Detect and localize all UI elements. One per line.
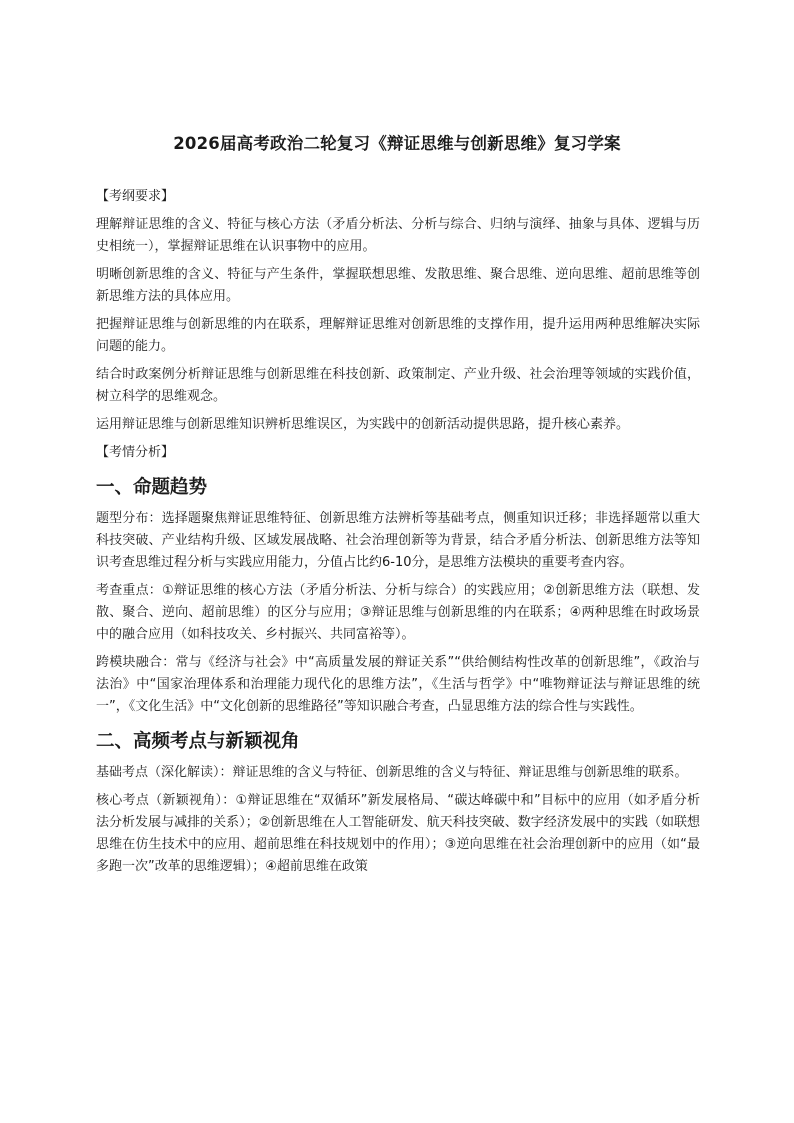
heading-focus: 二、高频考点与新颖视角 [96, 731, 300, 752]
focus-paragraph: 基础考点（深化解读）：辩证思维的含义与特征、创新思维的含义与特征、辩证思维与创新思维的联系。 [96, 765, 688, 780]
trend-paragraph: 跨模块融合：常与《经济与社会》中“高质量发展的辩证关系”“供给侧结构性改革的创新思维”，《政治与法治》中“国家治理体系和治理能力现代化的思维方法”，《生活与哲学》中“唯物辩证法与辩证思维的统一”，《文化生活》中“文化创新的思维路径”等知识融合考查，凸显思维方法的综合性与实践性。 [96, 655, 700, 714]
document-title: 2026届高考政治二轮复习《辩证思维与创新思维》复习学案 [173, 134, 621, 153]
kaogang-item: 结合时政案例分析辩证思维与创新思维在科技创新、政策制定、产业升级、社会治理等领域的实践价值，树立科学的思维观念。 [96, 367, 700, 404]
kaogang-item: 运用辩证思维与创新思维知识辨析思维误区，为实践中的创新活动提供思路，提升核心素养。 [96, 417, 630, 432]
document-body [96, 186, 700, 884]
section-label-kaoqing: 【考情分析】 [96, 445, 175, 460]
kaogang-item: 把握辩证思维与创新思维的内在联系，理解辩证思维对创新思维的支撑作用，提升运用两种思维解决实际问题的能力。 [96, 317, 700, 354]
section-label-kaogang: 【考纲要求】 [96, 189, 175, 204]
trend-paragraph: 考查重点：①辩证思维的核心方法（矛盾分析法、分析与综合）的实践应用；②创新思维方法（联想、发散、聚合、逆向、超前思维）的区分与应用；③辩证思维与创新思维的内在联系；④两种思维在时政场景中的融合应用（如科技攻关、乡村振兴、共同富裕等）。 [96, 583, 700, 642]
focus-paragraph: 核心考点（新颖视角）：①辩证思维在“双循环”新发展格局、“碳达峰碳中和”目标中的应用（如矛盾分析法分析发展与减排的关系）；②创新思维在人工智能研发、航天科技突破、数字经济发展中的实践（如联想思维在仿生技术中的应用、超前思维在科技规划中的作用）；③逆向思维在社会治理创新中的应用（如“最多跑一次”改革的思维逻辑）；④超前思维在政策 [96, 793, 700, 874]
kaogang-item: 理解辩证思维的含义、特征与核心方法（矛盾分析法、分析与综合、归纳与演绎、抽象与具体、逻辑与历史相统一），掌握辩证思维在认识事物中的应用。 [96, 217, 700, 254]
trend-paragraph: 题型分布：选择题聚焦辩证思维特征、创新思维方法辨析等基础考点，侧重知识迁移；非选择题常以重大科技突破、产业结构升级、区域发展战略、社会治理创新等为背景，结合矛盾分析法、创新思维方法等知识考查思维过程分析与实践应用能力，分值占比约6-10分，是思维方法模块的重要考查内容。 [96, 511, 700, 570]
kaogang-item: 明晰创新思维的含义、特征与产生条件，掌握联想思维、发散思维、聚合思维、逆向思维、超前思维等创新思维方法的具体应用。 [96, 267, 700, 304]
heading-trend: 一、命题趋势 [96, 477, 208, 498]
